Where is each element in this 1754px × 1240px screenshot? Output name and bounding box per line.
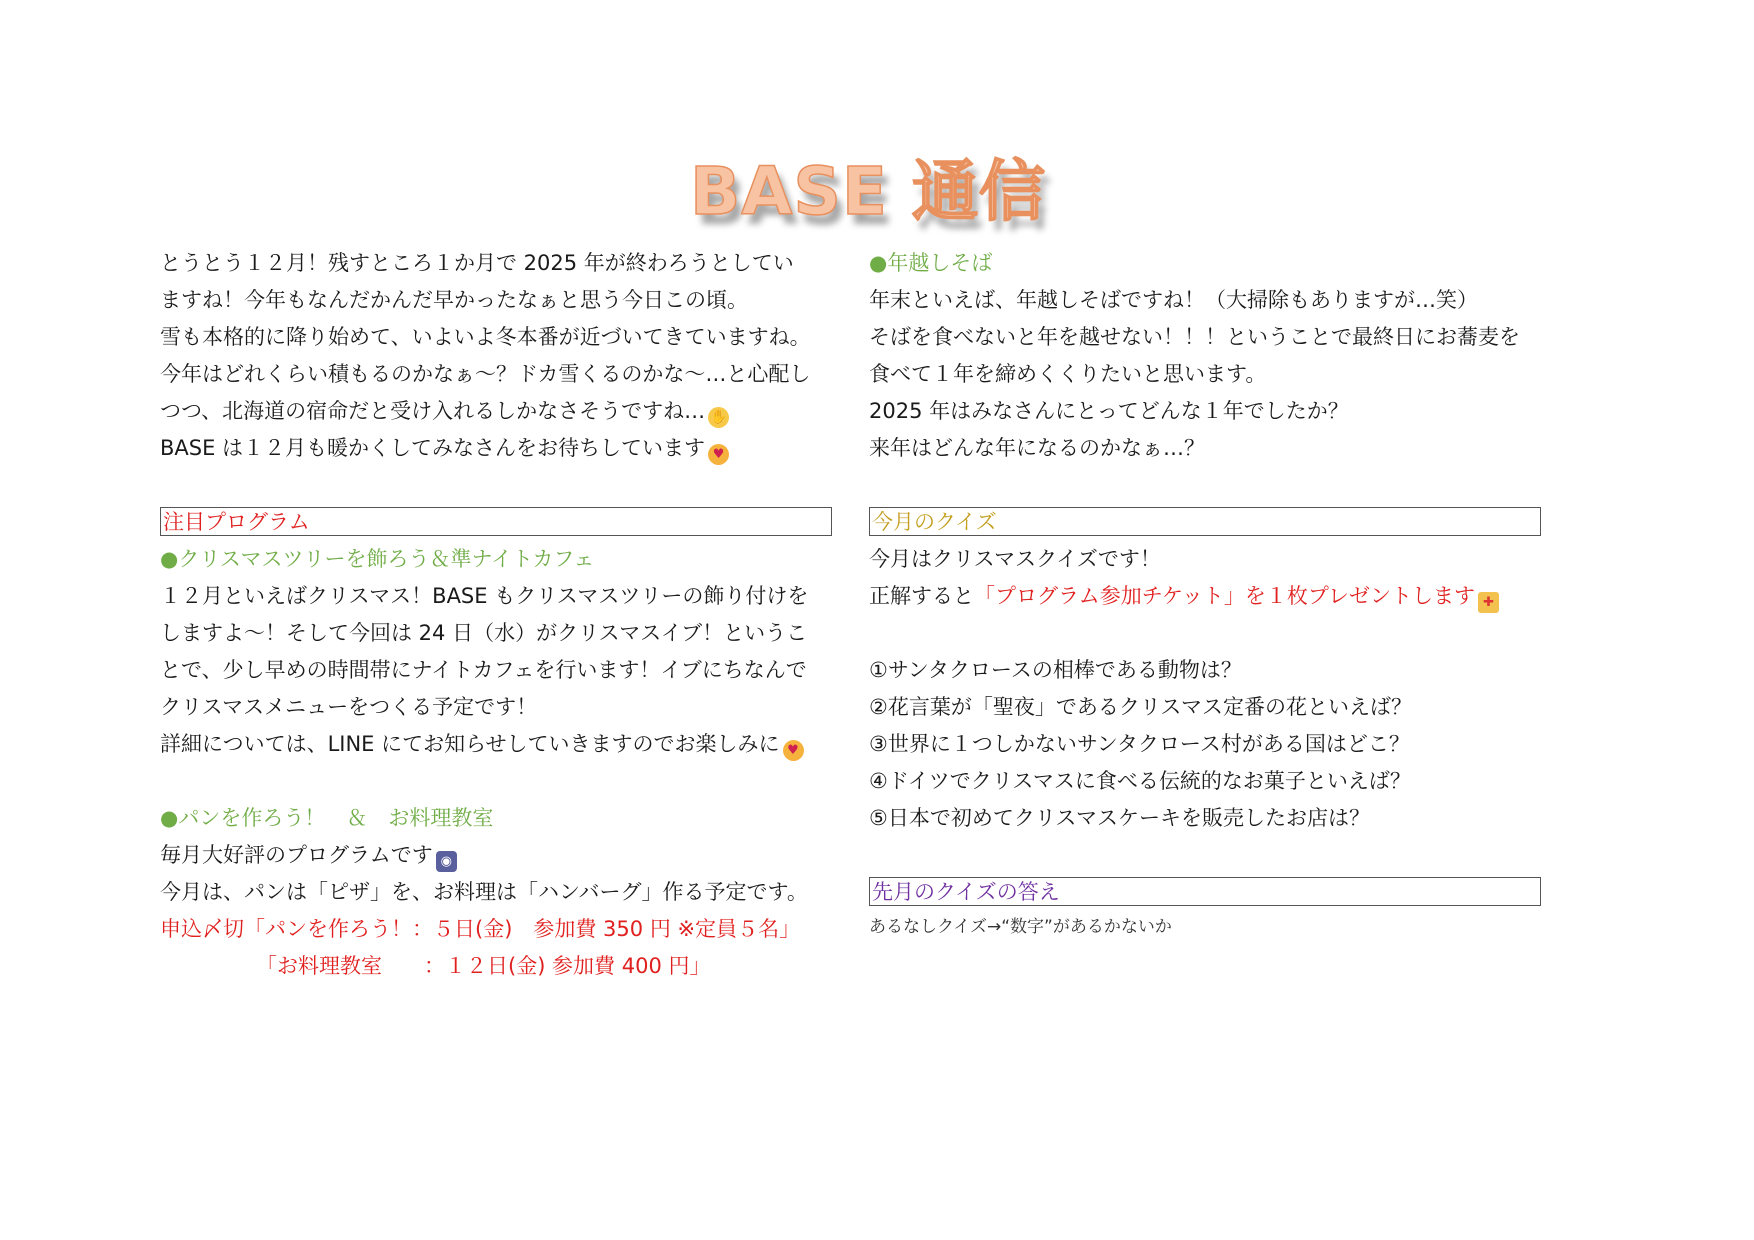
intro-line-with-emoji xyxy=(160,393,832,430)
intro-line: とうとう１２月！残すところ１か月で 2025 年が終わろうとしてい xyxy=(160,251,794,275)
intro-line-with-emoji xyxy=(160,430,832,467)
intro-line: 今年はどれくらい積もるのかなぁ～？ドカ雪くるのかな～…と心配し xyxy=(160,362,811,386)
quiz-question: ②花言葉が「聖夜」であるクリスマス定番の花といえば？ xyxy=(869,695,1412,719)
xmas-line: １２月といえばクリスマス！BASE もクリスマスツリーの飾り付けを xyxy=(160,584,809,608)
pan-text: 毎月大好評のプログラムです xyxy=(160,843,433,867)
soba-line: 2025 年はみなさんにとってどんな１年でしたか？ xyxy=(869,399,1349,423)
quiz-question: ①サンタクロースの相棒である動物は？ xyxy=(869,658,1242,682)
last-quiz-heading-box: 先月のクイズの答え xyxy=(869,877,1541,906)
pan-heading: ●パンを作ろう！ ＆ お料理教室 xyxy=(160,806,494,830)
deadline-line: 「お料理教室 ：１２日(金) 参加費 400 円」 xyxy=(256,954,711,978)
xmas-line: しますよ～！そして今回は 24 日（水）がクリスマスイブ！というこ xyxy=(160,621,808,645)
soba-line: 食べて１年を締めくくりたいと思います。 xyxy=(869,362,1267,386)
soba-heading: ●年越しそば xyxy=(869,251,993,275)
quiz-question: ⑤日本で初めてクリスマスケーキを販売したお店は？ xyxy=(869,806,1370,830)
xmas-heading: ●クリスマスツリーを飾ろう＆準ナイトカフェ xyxy=(160,547,595,571)
quiz-prize-ticket: 「プログラム参加チケット」を１枚プレゼントします xyxy=(974,584,1476,608)
kiss-face-icon: ♥ xyxy=(783,740,804,761)
newsletter-title: BASE 通信 xyxy=(690,153,1046,230)
last-quiz-answer: あるなしクイズ→“数字”があるかないか xyxy=(869,917,1172,937)
soba-line: 来年はどんな年になるのかなぁ…？ xyxy=(869,436,1205,460)
pan-line-with-emoji xyxy=(160,837,832,874)
xmas-text: 詳細については、LINE にてお知らせしていきますのでお楽しみに xyxy=(160,732,780,756)
kiss-face-icon: ♥ xyxy=(708,444,729,465)
left-column xyxy=(160,245,832,985)
raised-hands-icon: ✋ xyxy=(708,407,729,428)
quiz-prize-prefix: 正解すると xyxy=(869,584,974,608)
quiz-question: ③世界に１つしかないサンタクロース村がある国はどこ？ xyxy=(869,732,1410,756)
right-column xyxy=(869,245,1541,943)
program-heading-box: 注目プログラム xyxy=(160,507,832,536)
food-icon: ◉ xyxy=(436,851,457,872)
quiz-prize-line xyxy=(869,578,1541,615)
quiz-question: ④ドイツでクリスマスに食べる伝統的なお菓子といえば？ xyxy=(869,769,1411,793)
soba-line: 年末といえば、年越しそばですね！（大掃除もありますが…笑） xyxy=(869,288,1478,312)
gift-icon: ✚ xyxy=(1478,592,1499,613)
quiz-intro: 今月はクリスマスクイズです！ xyxy=(869,547,1161,571)
quiz-heading-box: 今月のクイズ xyxy=(869,507,1541,536)
intro-text: BASE は１２月も暖かくしてみなさんをお待ちしています xyxy=(160,436,706,460)
intro-line: ますね！今年もなんだかんだ早かったなぁと思う今日この頃。 xyxy=(160,288,748,312)
intro-line: 雪も本格的に降り始めて、いよいよ冬本番が近づいてきていますね。 xyxy=(160,325,811,349)
xmas-line: とで、少し早めの時間帯にナイトカフェを行います！イブにちなんで xyxy=(160,658,807,682)
xmas-line-with-emoji xyxy=(160,726,832,763)
soba-line: そばを食べないと年を越せない！！！ということで最終日にお蕎麦を xyxy=(869,325,1520,349)
intro-text: つつ、北海道の宿命だと受け入れるしかなさそうですね… xyxy=(160,399,706,423)
deadline-line: 申込〆切「パンを作ろう！：５日(金) 参加費 350 円 ※定員５名」 xyxy=(160,917,801,941)
pan-line: 今月は、パンは「ピザ」を、お料理は「ハンバーグ」作る予定です。 xyxy=(160,880,808,904)
xmas-line: クリスマスメニューをつくる予定です！ xyxy=(160,695,538,719)
